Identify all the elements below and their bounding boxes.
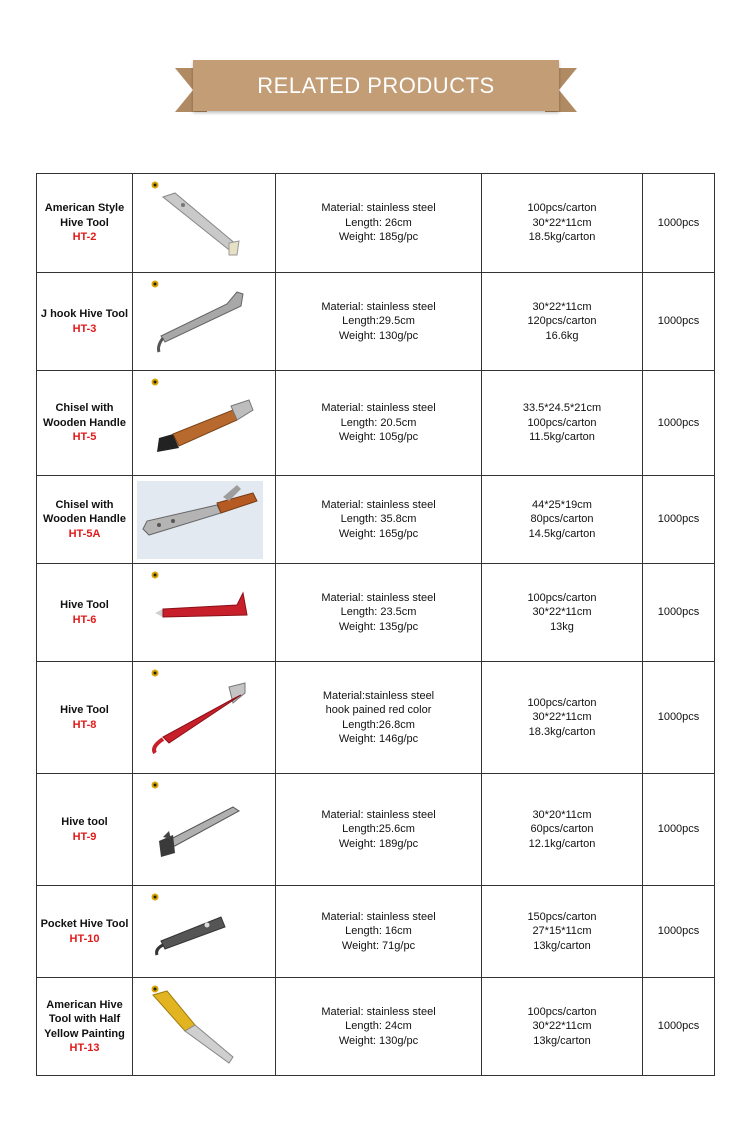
product-name-cell [37, 774, 133, 886]
spec-color: hook pained red color [325, 704, 432, 716]
moq-cell: 1000pcs [643, 564, 715, 662]
spec-material: Material: stainless steel [321, 808, 436, 821]
product-code: HT-6 [72, 613, 97, 626]
brand-logo-icon [151, 893, 159, 901]
packing-line: 100pcs/carton [527, 696, 597, 709]
spec-cell [276, 774, 482, 886]
flat-hive-tool-icon [133, 175, 276, 272]
moq-cell: 1000pcs [643, 371, 715, 476]
product-code: HT-10 [69, 932, 100, 945]
table-row [37, 564, 715, 662]
product-name-cell [37, 273, 133, 371]
packing-cell [482, 662, 643, 774]
packing-line: 18.3kg/carton [528, 725, 596, 738]
packing-line: 100pcs/carton [527, 416, 597, 429]
packing-line: 80pcs/carton [530, 513, 594, 526]
spec-length: Length:25.6cm [342, 823, 415, 836]
moq-cell: 1000pcs [643, 174, 715, 273]
table-row [37, 273, 715, 371]
table-row [37, 774, 715, 886]
product-name-cell [37, 174, 133, 273]
product-image-cell [133, 886, 276, 978]
packing-line: 30*22*11cm [532, 216, 592, 229]
packing-line: 11.5kg/carton [529, 431, 595, 444]
product-image-cell [133, 774, 276, 886]
product-name-cell [37, 978, 133, 1076]
packing-line: 120pcs/carton [527, 315, 597, 328]
moq-cell: 1000pcs [643, 978, 715, 1076]
packing-line: 18.5kg/carton [528, 231, 596, 244]
product-code: HT-8 [72, 718, 97, 731]
product-name: Chisel with Wooden Handle [43, 498, 126, 526]
spec-weight: Weight: 146g/pc [338, 733, 419, 745]
product-name: J hook Hive Tool [40, 308, 129, 320]
packing-cell [482, 371, 643, 476]
packing-cell [482, 564, 643, 662]
product-image-cell [133, 564, 276, 662]
brand-logo-icon [151, 669, 159, 677]
product-name-cell [37, 476, 133, 564]
spec-material: Material: stainless steel [321, 202, 436, 215]
brand-logo-icon [151, 571, 159, 579]
product-name: American Hive Tool with Half Yellow Painting [44, 998, 125, 1040]
product-name-cell [37, 886, 133, 978]
packing-cell [482, 978, 643, 1076]
packing-cell [482, 774, 643, 886]
product-code: HT-13 [69, 1042, 100, 1054]
packing-line: 100pcs/carton [527, 1005, 597, 1018]
product-name: Hive tool [61, 816, 108, 828]
product-image-cell [133, 273, 276, 371]
product-image-cell [133, 174, 276, 273]
packing-line: 44*25*19cm [532, 498, 592, 511]
moq-cell: 1000pcs [643, 662, 715, 774]
product-code: HT-5A [68, 527, 101, 540]
product-image-cell [133, 371, 276, 476]
spec-weight: Weight: 71g/pc [341, 939, 416, 952]
brand-logo-icon [151, 985, 159, 993]
packing-line: 33.5*24.5*21cm [522, 402, 602, 415]
packing-line: 16.6kg [545, 329, 579, 342]
product-name: Hive Tool [60, 599, 109, 611]
packing-line: 13kg [550, 620, 574, 633]
table-row [37, 371, 715, 476]
related-products-banner [175, 60, 577, 111]
packing-cell [482, 174, 643, 273]
red-hive-tool-icon [133, 565, 276, 661]
spec-weight: Weight: 130g/pc [338, 329, 419, 342]
table-row [37, 662, 715, 774]
wooden-handle-chisel-long-icon [133, 477, 276, 563]
spec-weight: Weight: 185g/pc [338, 231, 419, 244]
j-hook-hive-tool-icon [133, 274, 276, 370]
brand-logo-icon [151, 781, 159, 789]
spec-cell [276, 662, 482, 774]
moq-cell: 1000pcs [643, 774, 715, 886]
spec-weight: Weight: 165g/pc [338, 527, 419, 540]
spec-weight: Weight: 130g/pc [338, 1034, 419, 1047]
moq-cell: 1000pcs [643, 273, 715, 371]
packing-line: 150pcs/carton [527, 910, 597, 923]
spec-cell [276, 886, 482, 978]
brand-logo-icon [151, 280, 159, 288]
spec-length: Length: 26cm [345, 216, 412, 229]
wooden-handle-chisel-icon [133, 372, 276, 475]
banner-body [193, 60, 559, 111]
spec-material: Material: stainless steel [321, 910, 436, 923]
packing-line: 30*20*11cm [532, 808, 592, 821]
spec-weight: Weight: 135g/pc [338, 620, 419, 633]
packing-cell [482, 476, 643, 564]
product-name: Hive Tool [60, 704, 109, 716]
packing-cell [482, 273, 643, 371]
brand-logo-icon [151, 378, 159, 386]
table-row [37, 476, 715, 564]
yellow-hive-tool-icon [133, 979, 276, 1075]
packing-line: 100pcs/carton [527, 202, 597, 215]
product-image-cell [133, 662, 276, 774]
spec-length: Length: 24cm [345, 1020, 412, 1033]
packing-cell [482, 886, 643, 978]
moq-cell: 1000pcs [643, 476, 715, 564]
spec-length: Length: 16cm [345, 925, 412, 938]
product-name: Chisel with Wooden Handle [43, 402, 126, 429]
product-code: HT-3 [72, 322, 97, 335]
product-code: HT-9 [72, 830, 97, 843]
spec-material: Material: stainless steel [321, 1005, 436, 1018]
packing-line: 30*22*11cm [532, 606, 592, 619]
product-name-cell [37, 371, 133, 476]
spec-material: Material: stainless steel [321, 402, 436, 415]
product-name: Pocket Hive Tool [40, 918, 129, 930]
packing-line: 60pcs/carton [530, 823, 594, 836]
packing-line: 30*22*11cm [532, 711, 592, 724]
packing-line: 30*22*11cm [532, 300, 592, 313]
product-name-cell [37, 662, 133, 774]
product-code: HT-5 [72, 431, 97, 444]
spec-material: Material: stainless steel [321, 300, 436, 313]
moq-cell: 1000pcs [643, 886, 715, 978]
spec-material: Material: stainless steel [321, 498, 436, 511]
packing-line: 13kg/carton [533, 1034, 591, 1047]
spec-cell [276, 476, 482, 564]
spec-weight: Weight: 105g/pc [338, 431, 419, 444]
products-table [36, 173, 715, 1076]
spec-cell [276, 174, 482, 273]
spec-length: Length: 35.8cm [340, 513, 417, 526]
spec-length: Length: 20.5cm [340, 416, 417, 429]
spec-cell [276, 978, 482, 1076]
spec-length: Length: 23.5cm [340, 606, 417, 619]
product-code: HT-2 [72, 231, 97, 244]
table-row [37, 174, 715, 273]
red-hook-hive-tool-icon [133, 663, 276, 773]
packing-line: 30*22*11cm [532, 1020, 592, 1033]
packing-line: 12.1kg/carton [528, 837, 596, 850]
spec-length: Length:29.5cm [342, 315, 415, 328]
spec-material: Material:stainless steel [322, 689, 435, 702]
packing-line: 14.5kg/carton [528, 527, 596, 540]
packing-line: 100pcs/carton [527, 591, 597, 604]
product-name-cell [37, 564, 133, 662]
spec-length: Length:26.8cm [342, 718, 415, 731]
spec-cell [276, 564, 482, 662]
product-name: American Style Hive Tool [44, 202, 125, 229]
product-image-cell [133, 476, 276, 564]
table-row [37, 978, 715, 1076]
hive-tool-icon [133, 775, 276, 885]
spec-cell [276, 371, 482, 476]
packing-line: 13kg/carton [533, 939, 591, 952]
product-image-cell [133, 978, 276, 1076]
table-row [37, 886, 715, 978]
banner-title: RELATED PRODUCTS [257, 72, 495, 98]
spec-weight: Weight: 189g/pc [338, 837, 419, 850]
spec-cell [276, 273, 482, 371]
brand-logo-icon [151, 181, 159, 189]
packing-line: 27*15*11cm [532, 925, 592, 938]
spec-material: Material: stainless steel [321, 591, 436, 604]
